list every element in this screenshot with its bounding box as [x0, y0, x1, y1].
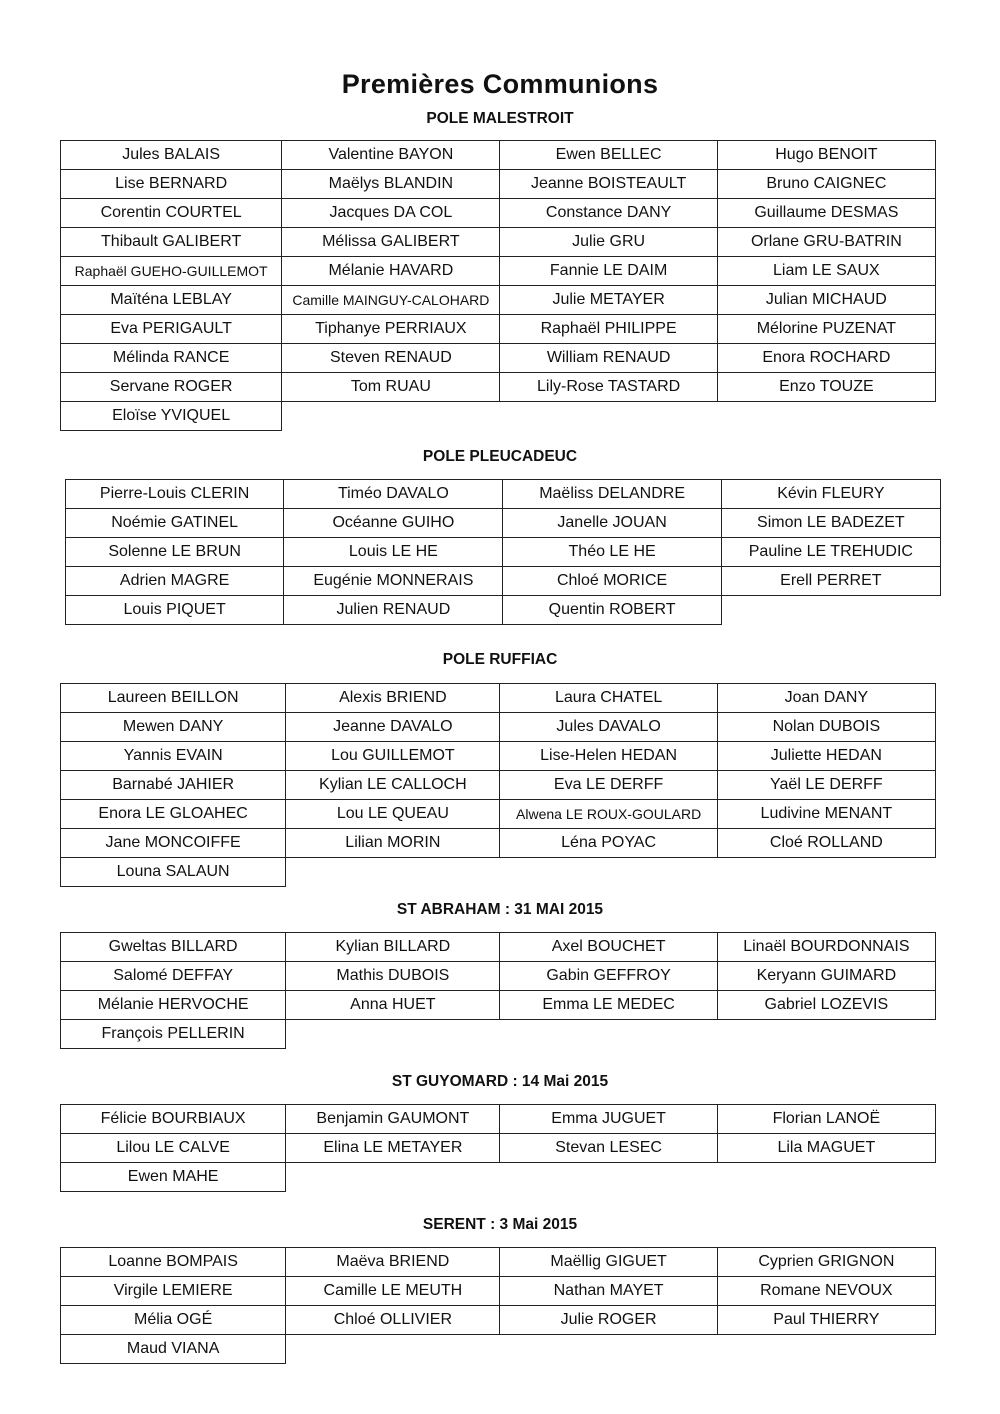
empty-cell: [717, 1335, 935, 1364]
empty-cell: [721, 596, 940, 625]
name-cell: Lise BERNARD: [61, 170, 282, 199]
name-cell: Enora LE GLOAHEC: [61, 800, 286, 829]
table-row: [61, 1163, 936, 1192]
table-row: [61, 170, 936, 199]
name-cell: Maëliss DELANDRE: [503, 480, 721, 509]
table-row: [61, 933, 936, 962]
name-cell: Tom RUAU: [282, 373, 500, 402]
section: [0, 446, 1000, 618]
name-cell: Keryann GUIMARD: [717, 962, 935, 991]
names-table: [60, 140, 936, 431]
table-row: [61, 742, 936, 771]
name-cell: Yannis EVAIN: [61, 742, 286, 771]
name-cell: Anna HUET: [286, 991, 500, 1020]
name-cell: Emma JUGUET: [500, 1105, 717, 1134]
name-cell: Solenne LE BRUN: [66, 538, 284, 567]
name-cell: Thibault GALIBERT: [61, 228, 282, 257]
name-cell: Mélanie HERVOCHE: [61, 991, 286, 1020]
section: [0, 1214, 1000, 1357]
name-cell: Lou GUILLEMOT: [286, 742, 500, 771]
empty-cell: [500, 1335, 717, 1364]
empty-cell: [282, 402, 500, 431]
page-title: Premières Communions: [341, 69, 659, 100]
name-cell: Eugénie MONNERAIS: [284, 567, 503, 596]
name-cell: Lila MAGUET: [717, 1134, 935, 1163]
name-cell: Noémie GATINEL: [66, 509, 284, 538]
table-row: [66, 567, 941, 596]
table-row: [61, 1020, 936, 1049]
section: [0, 1071, 1000, 1185]
name-cell: Joan DANY: [717, 684, 935, 713]
name-cell: Simon LE BADEZET: [721, 509, 940, 538]
section-heading: ST ABRAHAM : 31 MAI 2015: [396, 901, 604, 918]
name-cell: William RENAUD: [500, 344, 717, 373]
name-cell: Hugo BENOIT: [717, 141, 935, 170]
table-row: [66, 538, 941, 567]
name-cell: Laureen BEILLON: [61, 684, 286, 713]
name-cell: Cyprien GRIGNON: [717, 1248, 935, 1277]
empty-cell: [717, 1163, 935, 1192]
name-cell: Guillaume DESMAS: [717, 199, 935, 228]
table-row: [61, 684, 936, 713]
table-row: [61, 1248, 936, 1277]
name-cell: Timéo DAVALO: [284, 480, 503, 509]
name-cell: Mélinda RANCE: [61, 344, 282, 373]
name-cell: Kylian BILLARD: [286, 933, 500, 962]
names-table: [60, 1247, 936, 1364]
name-cell: Julie ROGER: [500, 1306, 717, 1335]
name-cell: Adrien MAGRE: [66, 567, 284, 596]
name-cell: Julian MICHAUD: [717, 286, 935, 315]
empty-cell: [500, 858, 717, 887]
section: [0, 108, 1000, 424]
name-cell: Maïténa LEBLAY: [61, 286, 282, 315]
name-cell: Eva LE DERFF: [500, 771, 717, 800]
section-heading: POLE RUFFIAC: [442, 651, 558, 668]
table-row: [61, 1105, 936, 1134]
name-cell: Gweltas BILLARD: [61, 933, 286, 962]
name-cell: Ewen BELLEC: [500, 141, 717, 170]
name-cell: Maëllig GIGUET: [500, 1248, 717, 1277]
empty-cell: [500, 1163, 717, 1192]
table-row: [61, 199, 936, 228]
name-cell: Axel BOUCHET: [500, 933, 717, 962]
name-cell: Félicie BOURBIAUX: [61, 1105, 286, 1134]
name-cell: Constance DANY: [500, 199, 717, 228]
table-row: [61, 228, 936, 257]
name-cell: Lise-Helen HEDAN: [500, 742, 717, 771]
name-cell: Salomé DEFFAY: [61, 962, 286, 991]
name-cell: Quentin ROBERT: [503, 596, 721, 625]
name-cell: Alwena LE ROUX-GOULARD: [500, 800, 717, 829]
name-cell: Ludivine MENANT: [717, 800, 935, 829]
table-row: [61, 286, 936, 315]
empty-cell: [717, 1020, 935, 1049]
name-cell: François PELLERIN: [61, 1020, 286, 1049]
table-row: [61, 713, 936, 742]
section-heading: POLE MALESTROIT: [426, 110, 574, 127]
name-cell: Emma LE MEDEC: [500, 991, 717, 1020]
table-row: [61, 962, 936, 991]
name-cell: Elina LE METAYER: [286, 1134, 500, 1163]
name-cell: Florian LANOË: [717, 1105, 935, 1134]
name-cell: Orlane GRU-BATRIN: [717, 228, 935, 257]
table-row: [66, 480, 941, 509]
name-cell: Léna POYAC: [500, 829, 717, 858]
name-cell: Mathis DUBOIS: [286, 962, 500, 991]
name-cell: Servane ROGER: [61, 373, 282, 402]
empty-cell: [717, 402, 935, 431]
table-row: [61, 991, 936, 1020]
section-heading: ST GUYOMARD : 14 Mai 2015: [391, 1073, 609, 1090]
name-cell: Jacques DA COL: [282, 199, 500, 228]
name-cell: Lou LE QUEAU: [286, 800, 500, 829]
name-cell: Kévin FLEURY: [721, 480, 940, 509]
name-cell: Barnabé JAHIER: [61, 771, 286, 800]
table-row: [61, 829, 936, 858]
name-cell: Liam LE SAUX: [717, 257, 935, 286]
name-cell: Juliette HEDAN: [717, 742, 935, 771]
name-cell: Corentin COURTEL: [61, 199, 282, 228]
name-cell: Maëva BRIEND: [286, 1248, 500, 1277]
name-cell: Valentine BAYON: [282, 141, 500, 170]
name-cell: Julie METAYER: [500, 286, 717, 315]
empty-cell: [286, 1335, 500, 1364]
name-cell: Camille LE MEUTH: [286, 1277, 500, 1306]
name-cell: Bruno CAIGNEC: [717, 170, 935, 199]
table-row: [61, 1306, 936, 1335]
name-cell: Kylian LE CALLOCH: [286, 771, 500, 800]
empty-cell: [717, 858, 935, 887]
name-cell: Mélia OGÉ: [61, 1306, 286, 1335]
name-cell: Yaël LE DERFF: [717, 771, 935, 800]
table-row: [61, 402, 936, 431]
name-cell: Linaël BOURDONNAIS: [717, 933, 935, 962]
name-cell: Maud VIANA: [61, 1335, 286, 1364]
table-row: [61, 315, 936, 344]
section: [0, 899, 1000, 1042]
table-row: [61, 1277, 936, 1306]
table-row: [61, 344, 936, 373]
name-cell: Eloïse YVIQUEL: [61, 402, 282, 431]
empty-cell: [286, 1020, 500, 1049]
name-cell: Maëlys BLANDIN: [282, 170, 500, 199]
table-row: [66, 509, 941, 538]
name-cell: Alexis BRIEND: [286, 684, 500, 713]
name-cell: Raphaël GUEHO-GUILLEMOT: [61, 257, 282, 286]
name-cell: Chloé OLLIVIER: [286, 1306, 500, 1335]
table-row: [61, 771, 936, 800]
name-cell: Gabriel LOZEVIS: [717, 991, 935, 1020]
table-row: [61, 141, 936, 170]
name-cell: Théo LE HE: [503, 538, 721, 567]
name-cell: Jeanne DAVALO: [286, 713, 500, 742]
name-cell: Julien RENAUD: [284, 596, 503, 625]
name-cell: Ewen MAHE: [61, 1163, 286, 1192]
name-cell: Eva PERIGAULT: [61, 315, 282, 344]
name-cell: Laura CHATEL: [500, 684, 717, 713]
table-row: [61, 858, 936, 887]
names-table: [60, 932, 936, 1049]
name-cell: Pauline LE TREHUDIC: [721, 538, 940, 567]
name-cell: Mélissa GALIBERT: [282, 228, 500, 257]
name-cell: Camille MAINGUY-CALOHARD: [282, 286, 500, 315]
names-table: [65, 479, 941, 625]
name-cell: Mélanie HAVARD: [282, 257, 500, 286]
names-table: [60, 683, 936, 887]
name-cell: Loanne BOMPAIS: [61, 1248, 286, 1277]
name-cell: Louna SALAUN: [61, 858, 286, 887]
name-cell: Mélorine PUZENAT: [717, 315, 935, 344]
name-cell: Gabin GEFFROY: [500, 962, 717, 991]
table-row: [61, 1134, 936, 1163]
name-cell: Louis LE HE: [284, 538, 503, 567]
names-table: [60, 1104, 936, 1192]
name-cell: Tiphanye PERRIAUX: [282, 315, 500, 344]
section-heading: SERENT : 3 Mai 2015: [422, 1216, 578, 1233]
name-cell: Raphaël PHILIPPE: [500, 315, 717, 344]
empty-cell: [500, 1020, 717, 1049]
name-cell: Stevan LESEC: [500, 1134, 717, 1163]
name-cell: Jeanne BOISTEAULT: [500, 170, 717, 199]
name-cell: Jules DAVALO: [500, 713, 717, 742]
name-cell: Erell PERRET: [721, 567, 940, 596]
name-cell: Mewen DANY: [61, 713, 286, 742]
table-row: [61, 1335, 936, 1364]
name-cell: Nolan DUBOIS: [717, 713, 935, 742]
name-cell: Enzo TOUZE: [717, 373, 935, 402]
name-cell: Romane NEVOUX: [717, 1277, 935, 1306]
table-row: [66, 596, 941, 625]
name-cell: Virgile LEMIERE: [61, 1277, 286, 1306]
name-cell: Lilou LE CALVE: [61, 1134, 286, 1163]
name-cell: Nathan MAYET: [500, 1277, 717, 1306]
section-heading: POLE PLEUCADEUC: [422, 448, 578, 465]
name-cell: Julie GRU: [500, 228, 717, 257]
name-cell: Steven RENAUD: [282, 344, 500, 373]
empty-cell: [286, 858, 500, 887]
name-cell: Pierre-Louis CLERIN: [66, 480, 284, 509]
empty-cell: [286, 1163, 500, 1192]
table-row: [61, 257, 936, 286]
name-cell: Janelle JOUAN: [503, 509, 721, 538]
name-cell: Paul THIERRY: [717, 1306, 935, 1335]
name-cell: Cloé ROLLAND: [717, 829, 935, 858]
name-cell: Lilian MORIN: [286, 829, 500, 858]
name-cell: Jules BALAIS: [61, 141, 282, 170]
name-cell: Océanne GUIHO: [284, 509, 503, 538]
empty-cell: [500, 402, 717, 431]
section: [0, 649, 1000, 880]
name-cell: Lily-Rose TASTARD: [500, 373, 717, 402]
name-cell: Enora ROCHARD: [717, 344, 935, 373]
table-row: [61, 800, 936, 829]
name-cell: Chloé MORICE: [503, 567, 721, 596]
table-row: [61, 373, 936, 402]
name-cell: Benjamin GAUMONT: [286, 1105, 500, 1134]
name-cell: Jane MONCOIFFE: [61, 829, 286, 858]
name-cell: Louis PIQUET: [66, 596, 284, 625]
name-cell: Fannie LE DAIM: [500, 257, 717, 286]
